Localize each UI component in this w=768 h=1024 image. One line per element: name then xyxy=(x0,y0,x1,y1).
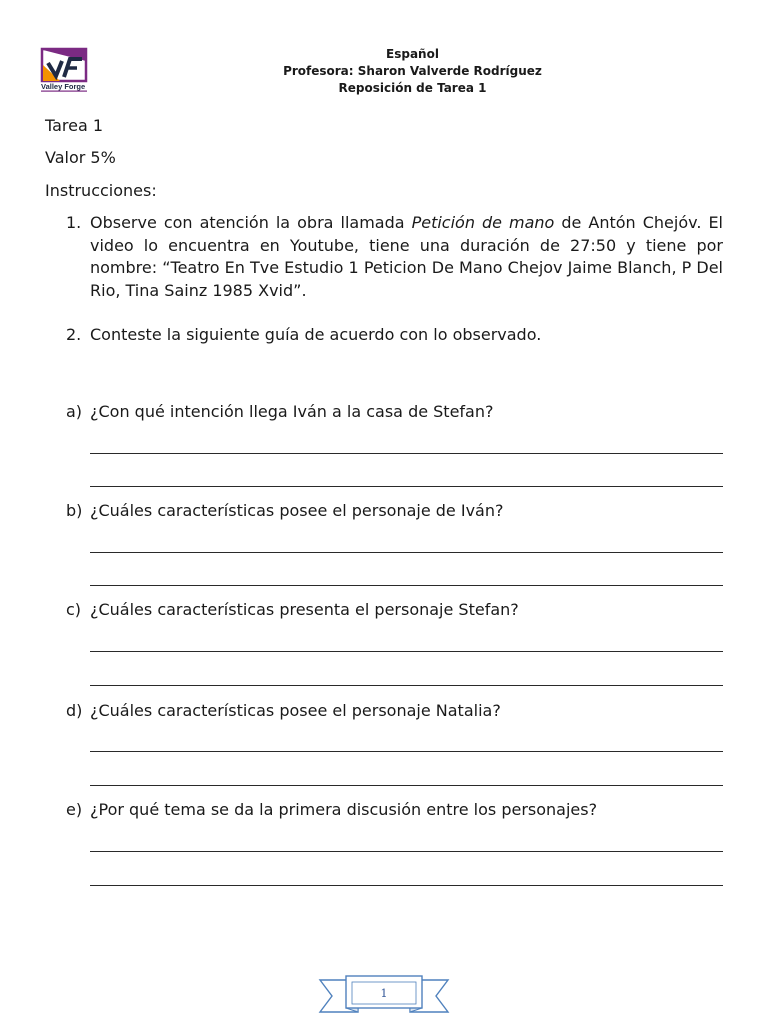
answer-line[interactable] xyxy=(90,552,723,553)
question-e xyxy=(66,799,723,823)
question-letter: e) xyxy=(66,800,83,819)
task-value: Valor 5% xyxy=(45,148,116,167)
question-c xyxy=(66,599,723,623)
answer-line[interactable] xyxy=(90,851,723,852)
question-text: ¿Cuáles características presenta el personaje Stefan? xyxy=(90,600,519,619)
question-text: ¿Cuáles características posee el personaje Natalia? xyxy=(90,701,501,720)
question-d xyxy=(66,700,723,724)
answer-line[interactable] xyxy=(90,785,723,786)
answer-line[interactable] xyxy=(90,585,723,586)
question-text: ¿Cuáles características posee el personaje de Iván? xyxy=(90,501,504,520)
document-header xyxy=(200,46,625,97)
instructions-label: Instrucciones: xyxy=(45,181,157,200)
assignment-title: Reposición de Tarea 1 xyxy=(338,81,487,95)
task-title: Tarea 1 xyxy=(45,116,104,135)
question-letter: c) xyxy=(66,600,82,619)
instruction-text: Observe con atención la obra llamada Petición de mano de Antón Chejóv. El video lo encuentra en Youtube, tiene una duración de 27:50 y tiene por nombre: “Teatro En Tve Estudio 1 Peticion De Mano Chejov Jaime Blanch, P Del Rio, Tina Sainz 1985 Xvid”. xyxy=(90,213,724,300)
instruction-item-1 xyxy=(66,212,723,304)
instruction-number: 1. xyxy=(66,213,82,232)
answer-line[interactable] xyxy=(90,486,723,487)
question-a xyxy=(66,401,723,425)
page-number: 1 xyxy=(380,987,388,1000)
instruction-item-2 xyxy=(66,324,723,348)
subject-title: Español xyxy=(386,47,439,61)
question-text: ¿Con qué intención llega Iván a la casa de Stefan? xyxy=(90,402,494,421)
play-title: Petición de mano xyxy=(411,213,555,232)
valley-forge-logo xyxy=(40,47,90,93)
question-letter: b) xyxy=(66,501,83,520)
answer-line[interactable] xyxy=(90,651,723,652)
question-letter: d) xyxy=(66,701,83,720)
question-letter: a) xyxy=(66,402,83,421)
answer-line[interactable] xyxy=(90,453,723,454)
answer-line[interactable] xyxy=(90,685,723,686)
answer-line[interactable] xyxy=(90,885,723,886)
question-b xyxy=(66,500,723,524)
teacher-name: Profesora: Sharon Valverde Rodríguez xyxy=(283,64,542,78)
logo-text: Valley Forge xyxy=(41,82,86,91)
instruction-text: Conteste la siguiente guía de acuerdo con lo observado. xyxy=(90,325,542,344)
answer-line[interactable] xyxy=(90,751,723,752)
instruction-number: 2. xyxy=(66,325,82,344)
question-text: ¿Por qué tema se da la primera discusión entre los personajes? xyxy=(90,800,598,819)
